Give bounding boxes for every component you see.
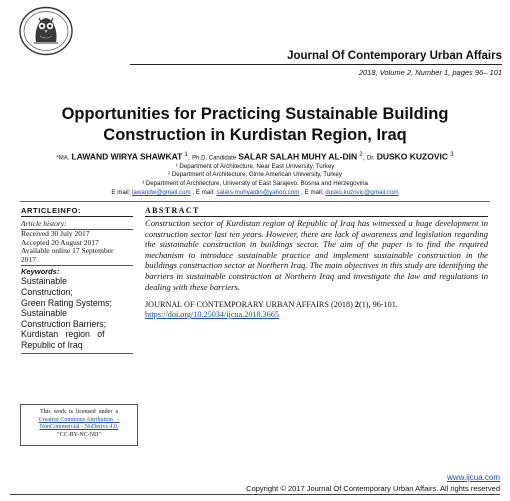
keyword-line: Republic of Iraq — [21, 339, 83, 350]
author-3-name: DUSKO KUZOVIC — [376, 151, 449, 162]
history-accepted: Accepted 20 August 2017 — [21, 237, 99, 247]
section-divider — [20, 201, 490, 202]
citation-volume: 2 — [354, 300, 359, 310]
citation-prefix: JOURNAL OF CONTEMPORARY URBAN AFFAIRS (2018) — [145, 300, 355, 310]
header-rule — [130, 64, 502, 65]
email-link-3[interactable]: dusko.kuzovic@gmail.com — [325, 189, 399, 196]
affiliation-3: ³ Department of Architecture, University of East Sarajevo, Bosnia and Herzegovina — [142, 180, 368, 187]
license-link-line-1[interactable]: Creative Commons Attribution - — [38, 416, 120, 423]
citation — [145, 300, 488, 310]
article-info-bottom-rule — [21, 351, 133, 354]
keyword-line: Construction Barriers; — [21, 318, 107, 329]
author-3-prefix: Dr. — [366, 155, 375, 162]
email-label: , E mail: — [192, 189, 215, 196]
citation-suffix: (1), 96-101. — [358, 300, 398, 310]
affiliation-2: ² Department of Architecture, Girne American University, Turkey — [168, 171, 342, 178]
paper-title — [0, 104, 510, 146]
copyright-notice: Copyright © 2017 Journal Of Contemporary Urban Affairs. All rights reserved — [246, 484, 500, 493]
history-received: Received 30 July 2017 — [21, 229, 90, 238]
keyword-line: Kurdistan region of — [21, 329, 105, 340]
journal-owl-logo — [18, 6, 74, 56]
author-1-affil-mark: 1 — [184, 151, 188, 158]
journal-issue: 2018, Volume 2, Number 1, pages 96– 101 — [358, 68, 502, 77]
paper-title-line-2: Construction in Kurdistan Region, Iraq — [103, 126, 407, 144]
author-1-prefix: *MA. — [56, 155, 70, 162]
author-list — [0, 151, 510, 162]
author-1-name: LAWAND WIRYA SHAWKAT — [71, 151, 183, 162]
author-2-prefix: Ph.D. Candidate — [192, 155, 237, 162]
keyword-line: Sustainable — [21, 308, 67, 319]
author-2-name: SALAR SALAH MUHY AL-DIN — [238, 151, 358, 162]
email-link-2[interactable]: salars.muhyaldin@yahoo.com — [216, 189, 300, 196]
doi-link[interactable]: https://doi.org/10.25034/ijcua.2018.3665 — [145, 310, 280, 320]
paper-title-line-1: Opportunities for Practicing Sustainable Building — [61, 105, 449, 123]
keyword-line: Green Rating Systems; — [21, 297, 112, 308]
article-info-panel — [21, 206, 133, 354]
license-text: This work is licensed under a — [40, 409, 118, 415]
abstract-body: Construction sector of Kurdistan region of Republic of Iraq has witnessed a huge development in construction sector last ten years. However, there are lack of awareness and legislation regarding the sustainable construction in buildings sector. The aim of the paper is to find the required mechanism to introduce sustainable practice and implement sustainable construction in the buildings construction sector at Northern Iraq. The main objectives in this study are identifying the barriers in sustainable construction at Northern Iraq and investigate the law and regulations in dealing with these barriers. — [145, 218, 488, 292]
journal-title: Journal Of Contemporary Urban Affairs — [287, 50, 502, 62]
keyword-line: Sustainable — [21, 276, 67, 287]
email-label: E mail: — [111, 189, 131, 196]
keywords-label: Keywords: — [21, 265, 133, 276]
footer-rule — [10, 494, 500, 495]
email-label: , E mail: — [301, 189, 324, 196]
license-tag: "CC-BY-NC-ND" — [57, 431, 101, 438]
abstract-heading: ABSTRACT — [145, 206, 488, 217]
article-info-heading: ARTICLEINFO: — [21, 206, 133, 217]
license-box — [20, 404, 138, 446]
history-year: 2017 — [21, 254, 36, 264]
journal-website-link[interactable]: www.ijcua.com — [447, 473, 500, 482]
author-emails — [0, 189, 510, 196]
email-link-1[interactable]: lawandw@gmail.com — [132, 189, 191, 196]
author-separator: , — [362, 152, 365, 162]
author-3-affil-mark: 3 — [450, 151, 454, 158]
author-separator: , — [187, 152, 190, 162]
article-history-label: Article history: — [21, 219, 133, 230]
keyword-line: Construction; — [21, 286, 73, 297]
affiliation-1: ¹ Department of Architecture, Near East University, Turkey — [175, 163, 335, 170]
history-available: Available online 17 September — [21, 246, 114, 256]
abstract-section — [145, 206, 488, 320]
license-link-line-2[interactable]: NonCommercial - NoDerivs 4.0. — [39, 424, 119, 431]
author-2-affil-mark: 2 — [359, 151, 363, 158]
